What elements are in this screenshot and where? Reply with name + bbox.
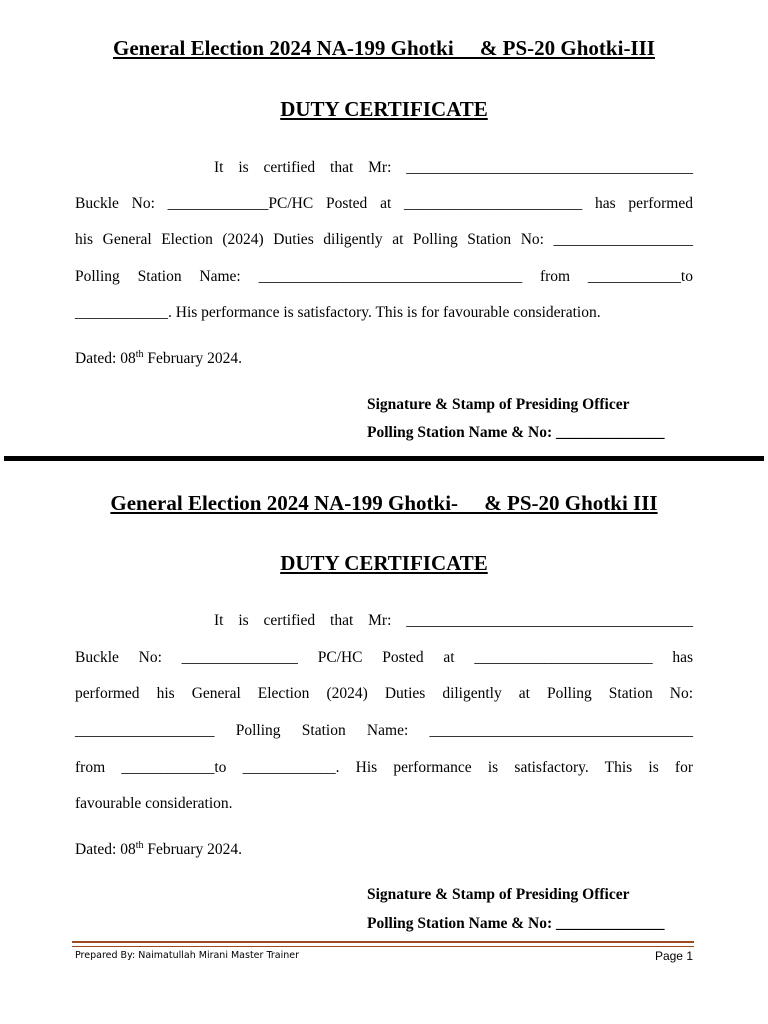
dated-superscript: th [135,839,144,851]
certificate-2-dated [75,840,693,860]
certificate-2-line-5: from ____________to ____________. His performance is satisfactory. This is for [75,759,693,776]
dated-prefix: Dated: 08 [75,841,136,858]
certificate-1-signature-label: Signature & Stamp of Presiding Officer [367,396,630,413]
footer-prepared-by: Prepared By: Naimatullah Mirani Master Trainer [75,950,299,961]
certificate-2-line-4: __________________ Polling Station Name: __________________________________ [75,722,693,739]
certificate-2-heading: DUTY CERTIFICATE [280,551,488,575]
certificate-2-signature-label: Signature & Stamp of Presiding Officer [367,886,630,903]
certificate-2-line-6: favourable consideration. [75,795,233,812]
certificate-2-station-label: Polling Station Name & No: ______________ [367,915,665,932]
certificate-1-dated [75,349,693,369]
certificate-1-station-label: Polling Station Name & No: ______________ [367,424,665,441]
certificate-1-line-4: Polling Station Name: __________________________________ from ____________to [75,268,693,285]
dated-prefix: Dated: 08 [75,350,136,367]
footer-page-number: Page 1 [654,949,693,963]
certificate-2-line-1: It is certified that Mr: _____________________________________ [214,612,693,629]
dated-suffix: February 2024. [143,350,243,367]
dated-suffix: February 2024. [143,841,243,858]
certificate-1-line-5: ____________. His performance is satisfactory. This is for favourable consideration. [75,304,601,321]
certificate-2-line-3: performed his General Election (2024) Duties diligently at Polling Station No: [75,685,693,702]
certificate-1-line-1: It is certified that Mr: _____________________________________ [214,159,693,176]
certificate-1-line-2: Buckle No: _____________PC/HC Posted at _______________________ has performed [75,195,693,212]
certificate-1-title: General Election 2024 NA-199 Ghotki & PS-20 Ghotki-III [113,36,655,60]
dated-superscript: th [135,348,144,360]
footer-rule [72,941,694,947]
certificate-1-heading: DUTY CERTIFICATE [280,97,488,121]
certificate-2-line-2: Buckle No: _______________ PC/HC Posted at _______________________ has [75,649,693,666]
section-divider [4,456,764,461]
certificate-2-title: General Election 2024 NA-199 Ghotki- & PS-20 Ghotki III [110,491,658,515]
certificate-1-line-3: his General Election (2024) Duties diligently at Polling Station No: __________________ [75,231,693,248]
